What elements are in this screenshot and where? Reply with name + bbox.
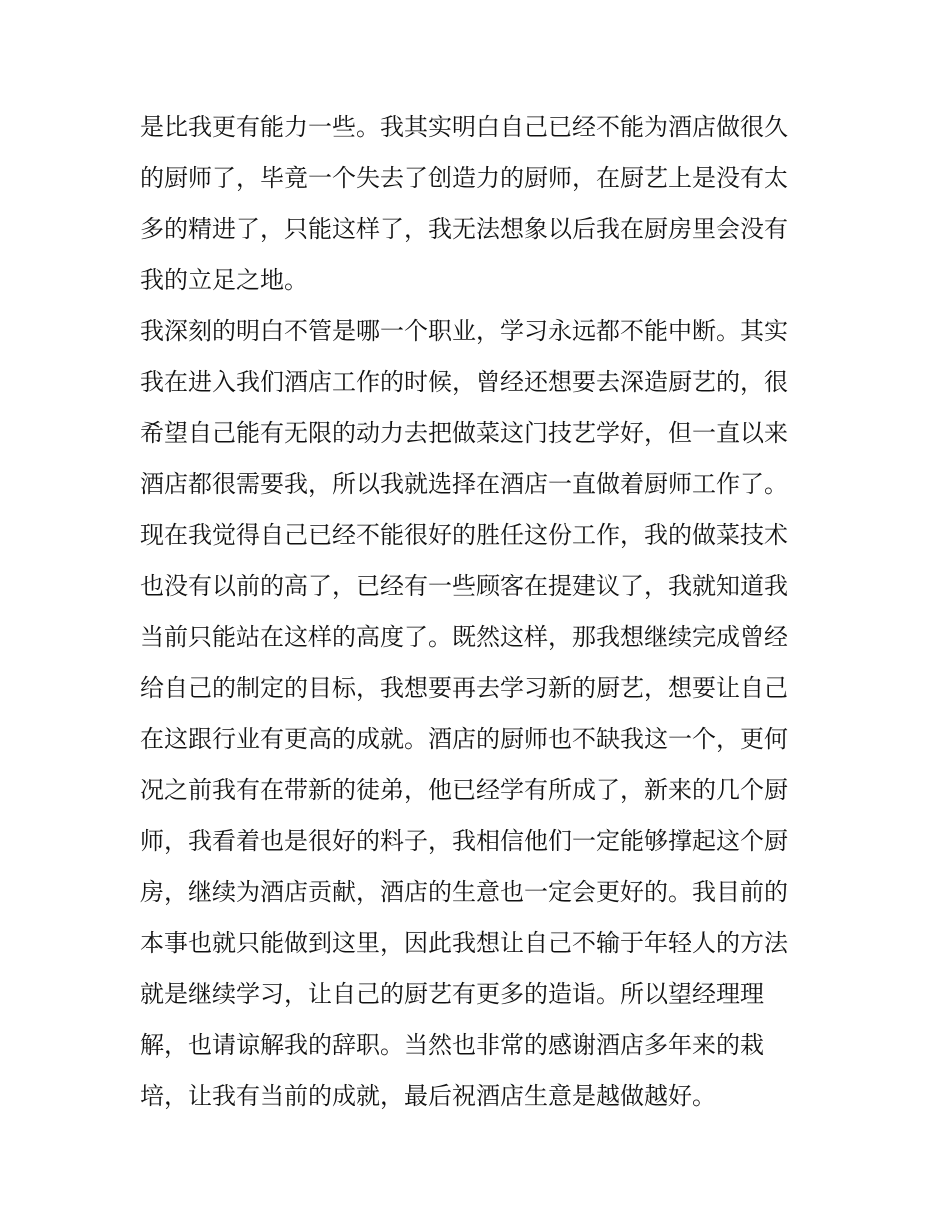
text-line: 是比我更有能力一些。我其实明白自己已经不能为酒店做很久 (140, 113, 788, 141)
text-line: 况之前我有在带新的徒弟，他已经学有所成了，新来的几个厨 (140, 776, 788, 804)
text-line: 就是继续学习，让自己的厨艺有更多的造诣。所以望经理理 (140, 980, 764, 1008)
text-line: 我深刻的明白不管是哪一个职业，学习永远都不能中断。其实 (140, 317, 788, 345)
text-line: 房，继续为酒店贡献，酒店的生意也一定会更好的。我目前的 (140, 878, 788, 906)
text-line: 也没有以前的高了，已经有一些顾客在提建议了，我就知道我 (140, 572, 788, 600)
text-line: 希望自己能有无限的动力去把做菜这门技艺学好，但一直以来 (140, 419, 788, 447)
text-line: 现在我觉得自己已经不能很好的胜任这份工作，我的做菜技术 (140, 521, 788, 549)
text-line: 的厨师了，毕竟一个失去了创造力的厨师，在厨艺上是没有太 (140, 164, 788, 192)
text-line: 在这跟行业有更高的成就。酒店的厨师也不缺我这一个，更何 (140, 725, 788, 753)
text-line: 酒店都很需要我，所以我就选择在酒店一直做着厨师工作了。 (140, 470, 788, 498)
text-line: 多的精进了，只能这样了，我无法想象以后我在厨房里会没有 (140, 215, 788, 243)
text-line: 我在进入我们酒店工作的时候，曾经还想要去深造厨艺的，很 (140, 368, 788, 396)
text-line: 解，也请谅解我的辞职。当然也非常的感谢酒店多年来的栽 (140, 1031, 764, 1059)
text-line: 培，让我有当前的成就，最后祝酒店生意是越做越好。 (140, 1082, 716, 1110)
body-text (140, 102, 830, 1122)
text-line: 本事也就只能做到这里，因此我想让自己不输于年轻人的方法 (140, 929, 788, 957)
text-line: 师，我看着也是很好的料子，我相信他们一定能够撑起这个厨 (140, 827, 788, 855)
text-line: 给自己的制定的目标，我想要再去学习新的厨艺，想要让自己 (140, 674, 788, 702)
text-line: 当前只能站在这样的高度了。既然这样，那我想继续完成曾经 (140, 623, 788, 651)
text-line: 我的立足之地。 (140, 266, 308, 294)
